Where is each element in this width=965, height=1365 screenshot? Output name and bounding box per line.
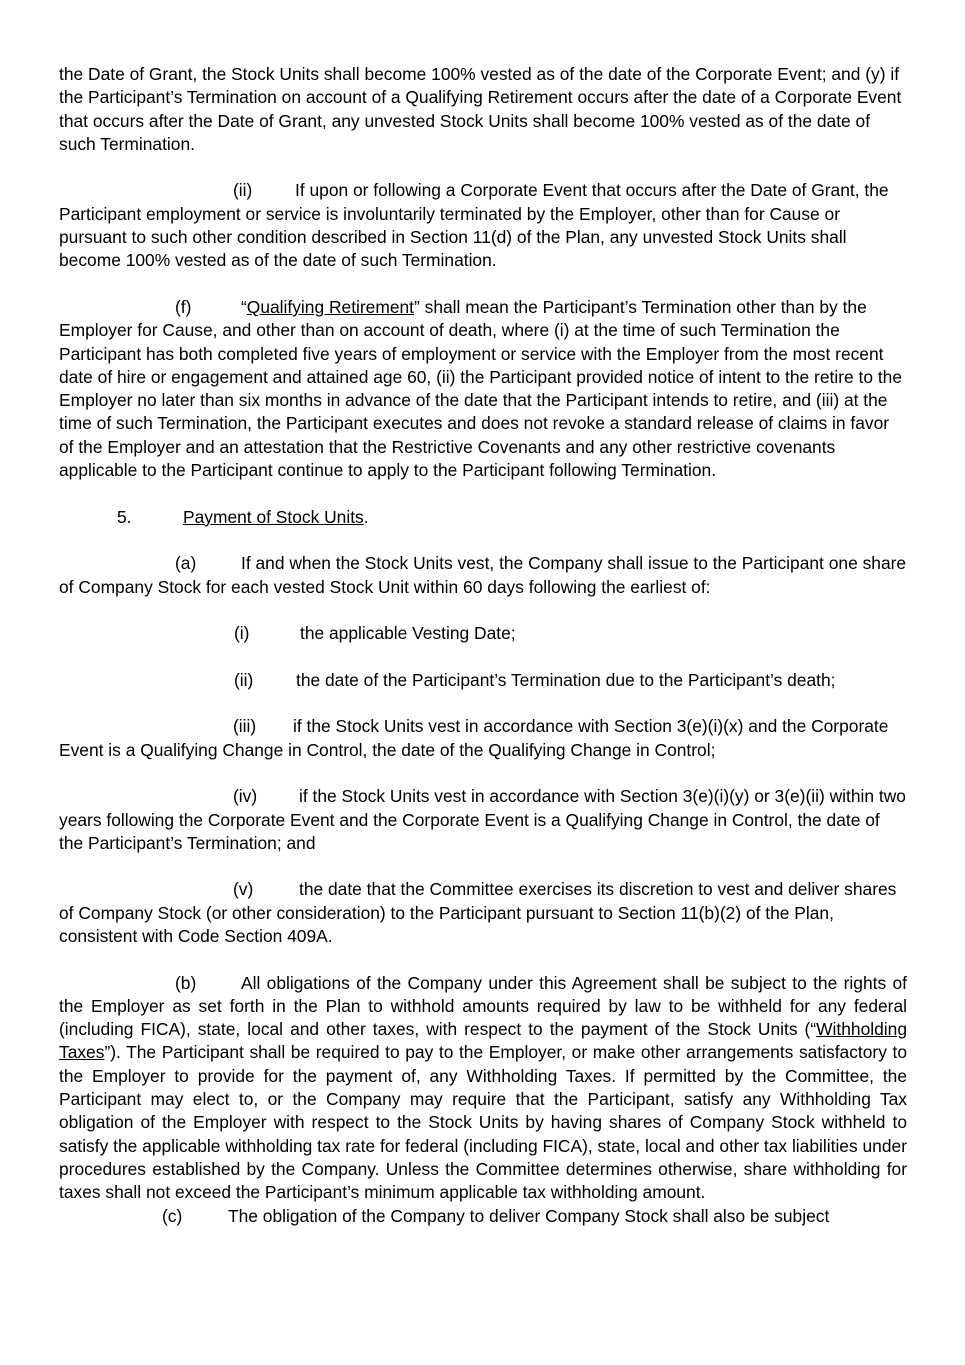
- paragraph-a-issue-shares: [59, 552, 907, 599]
- paragraph-c-delivery: [59, 1205, 907, 1228]
- defined-term: Qualifying Retirement: [246, 296, 415, 317]
- clause-text: ” shall mean the Participant’s Termination other than by the Employer for Cause, and other than on account of death, where (i) at the time of such Termination the Participant has both completed five years of employment or service with the Employer from the most recent date of hire or engagement and attained age 60, (ii) the Participant provided notice of intent to the retire to the Employer no later than six months in advance of the date that the Participant intends to retire, and (iii) at the time of such Termination, the Participant executes and does not revoke a standard release of claims in favor of the Employer and an attestation that the Restrictive Covenants and any other restrictive covenants applicable to the Participant continue to apply to the Participant following Termination.: [59, 296, 903, 481]
- section-title: Payment of Stock Units: [183, 506, 364, 527]
- item-text: if the Stock Units vest in accordance with Section 3(e)(i)(x) and the Corporate Event is a Qualifying Change in Control, the date of the Qualifying Change in Control;: [59, 716, 889, 760]
- item-label: (i): [234, 623, 250, 644]
- clause-text: The obligation of the Company to deliver Company Stock shall also be subject: [228, 1205, 830, 1226]
- clause-text: If upon or following a Corporate Event that occurs after the Date of Grant, the Participant employment or service is involuntarily terminated by the Employer, other than for Cause or pursuant to such other condition described in Section 11(d) of the Plan, any unvested Stock Units shall become 100% vested as of the date of such Termination.: [59, 180, 889, 271]
- clause-label: (a): [175, 553, 197, 574]
- item-text: the date of the Participant’s Termination due to the Participant’s death;: [296, 669, 836, 690]
- item-text: the date that the Committee exercises its discretion to vest and deliver shares of Company Stock (or other consideration) to the Participant pursuant to Section 11(b)(2) of the Plan, consistent with Code Section 409A.: [59, 879, 897, 946]
- item-v: [59, 878, 907, 948]
- clause-text-continued: ”). The Participant shall be required to pay to the Employer, or make other arrangements satisfactory to the Employer to provide for the payment of, any Withholding Taxes. If permitted by the Committee, the Participant may elect to, or the Company may require that the Participant, satisfy any Withholding Tax obligation of the Employer with respect to the Stock Units by having shares of Company Stock withheld to satisfy the applicable withholding tax rate for federal (including FICA), state, local and other tax liabilities under procedures established by the Company. Unless the Committee determines otherwise, share withholding for taxes shall not exceed the Participant’s minimum applicable tax withholding amount.: [59, 1042, 907, 1203]
- item-text: the applicable Vesting Date;: [300, 623, 516, 644]
- document-page: [59, 63, 907, 1228]
- clause-text: All obligations of the Company under this Agreement shall be subject to the rights of the Employer as set forth in the Plan to withhold amounts required by law to be withheld for any federal (including FICA), state, local and other taxes, with respect to the payment of the Stock Units (“: [59, 972, 907, 1040]
- clause-label: (b): [175, 972, 197, 993]
- clause-label: (f): [175, 296, 192, 317]
- quote-open: “: [241, 296, 247, 317]
- paragraph-f-qualifying-retirement: [59, 296, 907, 482]
- clause-label: (c): [162, 1205, 183, 1226]
- item-label: (iii): [233, 716, 257, 737]
- item-label: (v): [233, 879, 254, 900]
- item-iv: [59, 785, 907, 855]
- clause-text: If and when the Stock Units vest, the Company shall issue to the Participant one share of Company Stock for each vested Stock Unit within 60 days following the earliest of:: [59, 553, 907, 597]
- clause-label: (ii): [233, 180, 253, 201]
- item-i: [59, 622, 907, 645]
- defined-term: Withholding Taxes: [59, 1019, 907, 1063]
- item-text: if the Stock Units vest in accordance with Section 3(e)(i)(y) or 3(e)(ii) within two years following the Corporate Event and the Corporate Event is a Qualifying Change in Control, the date of the Participant’s Termination; and: [59, 786, 906, 853]
- item-iii: [59, 715, 907, 762]
- section-title-period: .: [363, 506, 369, 527]
- paragraph-b-withholding: [59, 972, 907, 1205]
- paragraph-vesting-continuation: the Date of Grant, the Stock Units shall become 100% vested as of the date of the Corporate Event; and (y) if the Participant’s Termination on account of a Qualifying Retirement occurs after the date of a Corporate Event that occurs after the Date of Grant, any unvested Stock Units shall become 100% vested as of the date of such Termination.: [59, 64, 902, 154]
- section-number: 5.: [117, 506, 132, 527]
- item-label: (iv): [233, 786, 258, 807]
- item-ii: [59, 669, 907, 692]
- paragraph-ii-involuntary-termination: [59, 179, 907, 272]
- section-5-heading: [59, 506, 907, 529]
- item-label: (ii): [234, 669, 254, 690]
